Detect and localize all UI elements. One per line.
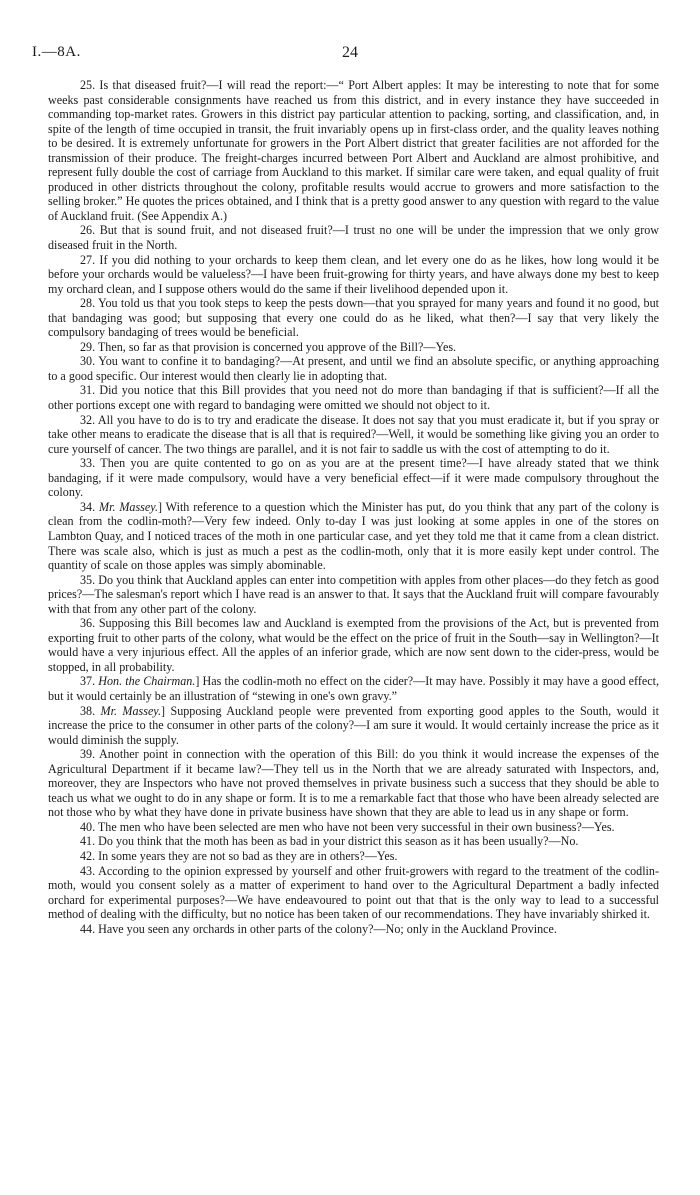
paragraph-29: 29. Then, so far as that provision is concerned you approve of the Bill?—Yes. bbox=[80, 339, 457, 354]
document-reference: I.—8A. bbox=[32, 44, 81, 60]
paragraph-27: 27. If you did nothing to your orchards to keep them clean, and let every one do as he likes, how long would it be before your orchards would be valueless?—I have been fruit-growing for thirty years, and have always done my best to keep my orchard clean, and I suppose others would do the same if their livelihood depended upon it. bbox=[48, 252, 659, 296]
paragraph-30: 30. You want to confine it to bandaging?—At present, and until we find an absolute specific, or anything approaching to a good specific. Our interest would then clearly lie in adopting that. bbox=[48, 354, 659, 383]
paragraph-37: 37. Hon. the Chairman.] Has the codlin-moth no effect on the cider?—It may have. Possibly it may have a good effect, but it would certainly be an illustration of “stewing in one's own gravy.” bbox=[48, 674, 660, 703]
paragraph-25: 25. Is that diseased fruit?—I will read the report:—“ Port Albert apples: It may be interesting to note that for some weeks past considerable consignments have reached us from this district, and in every instance they have succeeded in commanding top-market rates. Growers in this district pay particular attention to packing, sorting, and classification, and, in spite of the length of time occupied in transit, the fruit invariably opens up in first-class order, and the quality leaves nothing to be desired. It is extremely unfortunate for growers in the Port Albert district that greater facilities are not afforded for the transmission of their produce. The freight-charges incurred between Port Albert and Auckland are almost prohibitive, and represent fully double the cost of carriage from Auckland to this market. If similar care were taken, and equal quality of fruit produced in other districts throughout the colony, profitable results would accrue to growers and more satisfaction to the selling broker.” He quotes the prices obtained, and I think that is a pretty good answer to any question with regard to the value of Auckland fruit. (See Appendix A.) bbox=[48, 78, 659, 223]
paragraph-41: 41. Do you think that the moth has been as bad in your district this season as it has been usually?—No. bbox=[80, 834, 579, 849]
paragraph-34: 34. Mr. Massey.] With reference to a question which the Minister has put, do you think that any part of the colony is clean from the codlin-moth?—Very few indeed. Only to-day I was just looking at some apples in one of the stores on Lambton Quay, and I noticed traces of the moth in one particular case, and yet they told me that it came from a clean district. There was scale also, which is just as much a pest as the codlin-moth, only that it is more easily kept under control. The quantity of scale on those apples was simply abominable. bbox=[48, 499, 659, 573]
paragraph-38: 38. Mr. Massey.] Supposing Auckland people were prevented from exporting good apples to the South, would it increase the price to the consumer in other parts of the colony?—I am sure it would. It would certainly increase the price as it would diminish the supply. bbox=[48, 703, 659, 747]
page-number: 24 bbox=[342, 44, 358, 61]
paragraph-31: 31. Did you notice that this Bill provides that you need not do more than bandaging if that is sufficient?—If all the other portions except one with regard to bandaging were omitted we should not object to it. bbox=[48, 383, 659, 413]
paragraph-35: 35. Do you think that Auckland apples can enter into competition with apples from other places—do they fetch as good prices?—The salesman's report which I have read is an answer to that. It says that the Auckland fruit will compare favourably with that from any other part of the colony. bbox=[48, 572, 659, 616]
paragraph-33: 33. Then you are quite contented to go on as you are at the present time?—I have already stated that we think bandaging, if it were made compulsory, would have a very beneficial effect—if it were made compulsory throughout the colony. bbox=[48, 456, 659, 500]
paragraph-39: 39. Another point in connection with the operation of this Bill: do you think it would increase the expenses of the Agricultural Department if it became law?—They tell us in the North that we are already saturated with Inspectors, and, moreover, they are Inspectors who have not proved themselves in private business such a success that they should be able to teach us what we ought to do in any shape or form. It is to me a remarkable fact that those who have been already selected are not those who by what they have done in private business have shown that they are able to lead us in any shape or form. bbox=[48, 747, 659, 820]
paragraph-44: 44. Have you seen any orchards in other parts of the colony?—No; only in the Auckland Province. bbox=[80, 921, 557, 936]
paragraph-32: 32. All you have to do is to try and eradicate the disease. It does not say that you must eradicate it, but if you spray or take other means to eradicate the disease that is all that is required?—Well, it would be something like giving you an order to cure yourself of cancer. The two things are parallel, and it is not fair to saddle us with the cost of attempting to do it. bbox=[48, 412, 659, 456]
document-body bbox=[48, 78, 659, 936]
paragraph-28: 28. You told us that you took steps to keep the pests down—that you sprayed for many years and found it no good, but that bandaging was good; but supposing that every one could do as he liked, what then?—I say that very likely the compulsory bandaging of trees would be beneficial. bbox=[48, 296, 659, 340]
paragraph-36: 36. Supposing this Bill becomes law and Auckland is exempted from the provisions of the Act, but is prevented from exporting fruit to other parts of the colony, what would be the effect on the price of fruit in the South—say in Wellington?—It would have a very injurious effect. All the apples of an inferior grade, which are now sent down to the cider-press, would be stopped, in all probability. bbox=[48, 616, 659, 674]
paragraph-43: 43. According to the opinion expressed by yourself and other fruit-growers with regard to the treatment of the codlin-moth, would you consent solely as a matter of experiment to hand over to the Agricultural Department a badly infected orchard for experimental purposes?—We have endeavoured to point out that that is the only way to lead to a successful method of dealing with the difficulty, but no notice has been taken of our recommendations. They have invariably shirked it. bbox=[48, 863, 659, 922]
paragraph-40: 40. The men who have been selected are men who have not been very successful in their own business?—Yes. bbox=[80, 819, 615, 834]
paragraph-42: 42. In some years they are not so bad as they are in others?—Yes. bbox=[80, 848, 398, 863]
paragraph-26: 26. But that is sound fruit, and not diseased fruit?—I trust no one will be under the impression that we only grow diseased fruit in the North. bbox=[48, 223, 659, 253]
page-header bbox=[32, 44, 668, 66]
